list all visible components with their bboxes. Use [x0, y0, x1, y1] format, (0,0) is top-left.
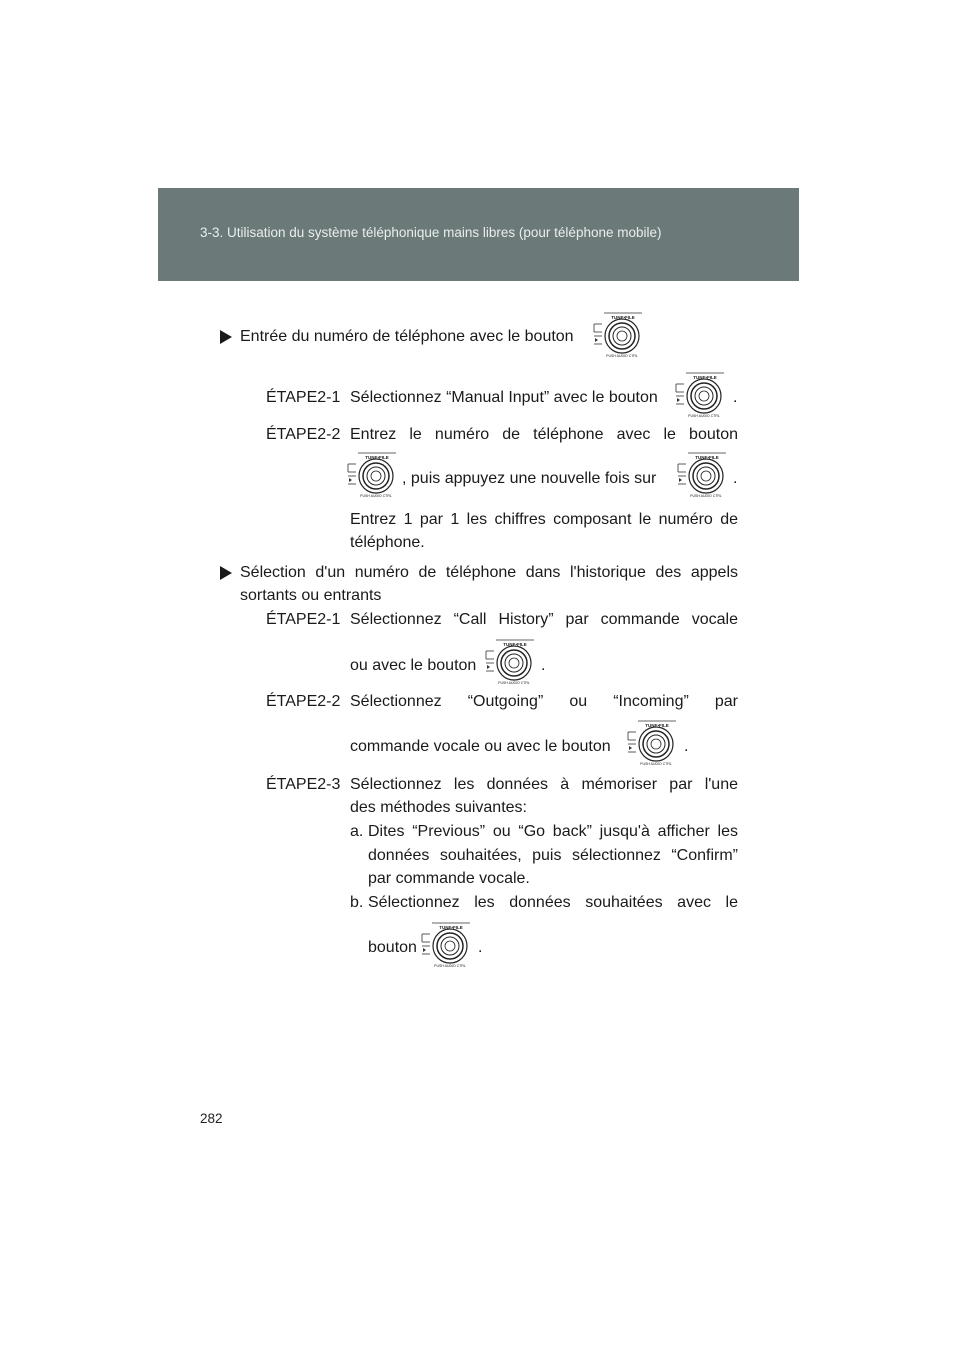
section-heading-call-history-cont: sortants ou entrants: [240, 587, 382, 604]
step-text: Sélectionnez “Outgoing” ou “Incoming” par: [350, 693, 738, 710]
triangle-bullet-icon: [220, 330, 232, 344]
triangle-bullet-icon: [220, 566, 232, 580]
list-item-a: Dites “Previous” ou “Go back” jusqu'à afficher les: [368, 823, 738, 840]
tune-file-knob-icon: [674, 370, 726, 418]
step-text: des méthodes suivantes:: [350, 799, 527, 816]
list-item-a: par commande vocale.: [368, 870, 530, 887]
step-text: commande vocale ou avec le bouton: [350, 738, 611, 755]
step-end-period: .: [541, 657, 546, 674]
step-label: ÉTAPE2-1: [266, 611, 341, 628]
step-note: Entrez 1 par 1 les chiffres composant le numéro de: [350, 511, 738, 528]
list-item-b: bouton: [368, 939, 417, 956]
page-number: 282: [200, 1111, 223, 1126]
tune-file-knob-icon: [676, 450, 728, 498]
tune-file-knob-icon: [626, 718, 678, 766]
step-end-period: .: [733, 389, 738, 406]
step-text: Sélectionnez les données à mémoriser par l'une: [350, 776, 738, 793]
step-text: , puis appuyez une nouvelle fois sur: [402, 470, 657, 487]
section-heading-phone-number: Entrée du numéro de téléphone avec le bouton: [240, 328, 574, 345]
step-text: ou avec le bouton: [350, 657, 477, 674]
tune-file-knob-icon: [484, 637, 536, 685]
section-heading-call-history: Sélection d'un numéro de téléphone dans l'historique des appels: [240, 564, 738, 581]
step-label: ÉTAPE2-3: [266, 776, 341, 793]
list-marker-b: b.: [350, 894, 364, 911]
step-label: ÉTAPE2-2: [266, 426, 341, 443]
tune-file-knob-icon: [592, 310, 644, 358]
step-text: Entrez le numéro de téléphone avec le bouton: [350, 426, 738, 443]
step-label: ÉTAPE2-2: [266, 693, 341, 710]
list-marker-a: a.: [350, 823, 364, 840]
step-end-period: .: [478, 939, 483, 956]
list-item-a: données souhaitées, puis sélectionnez “Confirm”: [368, 847, 738, 864]
step-end-period: .: [733, 470, 738, 487]
step-note: téléphone.: [350, 534, 425, 551]
list-item-b: Sélectionnez les données souhaitées avec le: [368, 894, 738, 911]
step-text: Sélectionnez “Manual Input” avec le bouton: [350, 389, 658, 406]
chapter-title: 3-3. Utilisation du système téléphonique mains libres (pour téléphone mobile): [200, 225, 662, 240]
step-label: ÉTAPE2-1: [266, 389, 341, 406]
tune-file-knob-icon: [346, 450, 398, 498]
tune-file-knob-icon: [420, 920, 472, 968]
step-text: Sélectionnez “Call History” par commande vocale: [350, 611, 738, 628]
step-end-period: .: [684, 738, 689, 755]
